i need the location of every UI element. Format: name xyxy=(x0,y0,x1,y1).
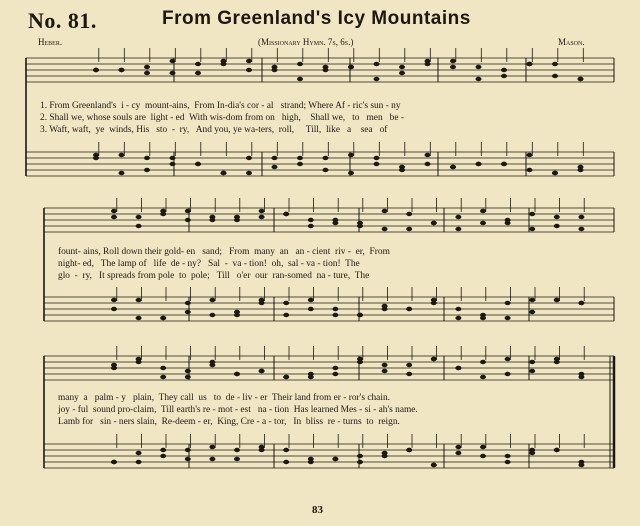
note-head xyxy=(170,59,176,63)
note-head xyxy=(170,71,176,75)
note-head xyxy=(136,460,142,464)
note-head xyxy=(308,307,314,311)
note-head xyxy=(455,227,461,231)
note-head xyxy=(136,215,142,219)
lyric-line-s2-v1: fount- ains, Roll down their gold- en sand; From many an an - cient riv - er, From xyxy=(58,247,390,257)
note-head xyxy=(283,448,289,452)
note-head xyxy=(119,171,125,175)
note-head xyxy=(501,68,507,72)
note-head xyxy=(144,168,150,172)
note-head xyxy=(185,369,191,373)
note-head xyxy=(332,372,338,376)
note-head xyxy=(357,360,363,364)
note-head xyxy=(323,156,329,160)
note-head xyxy=(406,307,412,311)
note-head xyxy=(332,457,338,461)
note-head xyxy=(529,369,535,373)
note-head xyxy=(160,454,166,458)
note-head xyxy=(480,454,486,458)
note-head xyxy=(425,162,431,166)
note-head xyxy=(455,307,461,311)
note-head xyxy=(406,372,412,376)
note-head xyxy=(144,156,150,160)
note-head xyxy=(529,298,535,302)
note-head xyxy=(136,298,142,302)
note-head xyxy=(272,165,278,169)
note-head xyxy=(406,448,412,452)
note-head xyxy=(480,445,486,449)
note-head xyxy=(323,65,329,69)
note-head xyxy=(357,224,363,228)
note-head xyxy=(111,460,117,464)
note-head xyxy=(382,304,388,308)
note-head xyxy=(374,162,380,166)
note-head xyxy=(480,221,486,225)
note-head xyxy=(505,460,511,464)
note-head xyxy=(136,224,142,228)
note-head xyxy=(455,451,461,455)
note-head xyxy=(450,59,456,63)
note-head xyxy=(308,460,314,464)
note-head xyxy=(505,357,511,361)
note-head xyxy=(136,451,142,455)
lyric-line-s1-v1: 1. From Greenland's i - cy mount-ains, From In-dia's cor - al strand; Where Af - ric's sun - ny xyxy=(40,101,401,111)
note-head xyxy=(554,215,560,219)
note-head xyxy=(505,454,511,458)
note-head xyxy=(308,218,314,222)
note-head xyxy=(297,77,303,81)
note-head xyxy=(406,363,412,367)
note-head xyxy=(578,215,584,219)
note-head xyxy=(160,316,166,320)
note-head xyxy=(185,448,191,452)
note-head xyxy=(529,360,535,364)
note-head xyxy=(160,448,166,452)
note-head xyxy=(357,460,363,464)
note-head xyxy=(170,156,176,160)
note-head xyxy=(297,156,303,160)
note-head xyxy=(259,448,265,452)
note-head xyxy=(348,153,354,157)
note-head xyxy=(431,463,437,467)
note-head xyxy=(185,375,191,379)
lyric-line-s3-v3: Lamb for sin - ners slain, Re-deem - er, King, Cre - a - tor, In bliss re - turns to reign. xyxy=(58,417,400,427)
note-head xyxy=(111,298,117,302)
note-head xyxy=(505,372,511,376)
note-head xyxy=(209,445,215,449)
note-head xyxy=(209,457,215,461)
note-head xyxy=(185,218,191,222)
note-head xyxy=(332,221,338,225)
note-head xyxy=(382,363,388,367)
note-head xyxy=(357,454,363,458)
note-head xyxy=(431,298,437,302)
note-head xyxy=(348,65,354,69)
note-head xyxy=(160,212,166,216)
note-head xyxy=(185,310,191,314)
note-head xyxy=(578,301,584,305)
note-head xyxy=(283,313,289,317)
note-head xyxy=(425,153,431,157)
lyric-line-s1-v3: 3. Waft, waft, ye winds, His sto - ry, And you, ye wa-ters, roll, Till, like a sea of xyxy=(40,125,388,135)
note-head xyxy=(259,301,265,305)
note-head xyxy=(450,165,456,169)
note-head xyxy=(185,209,191,213)
note-head xyxy=(111,209,117,213)
note-head xyxy=(246,68,252,72)
note-head xyxy=(136,360,142,364)
note-head xyxy=(234,372,240,376)
note-head xyxy=(399,165,405,169)
note-head xyxy=(480,316,486,320)
note-head xyxy=(374,62,380,66)
note-head xyxy=(399,71,405,75)
note-head xyxy=(578,375,584,379)
note-head xyxy=(195,71,201,75)
note-head xyxy=(578,77,584,81)
note-head xyxy=(501,162,507,166)
note-head xyxy=(308,224,314,228)
note-head xyxy=(93,68,99,72)
note-head xyxy=(505,218,511,222)
note-head xyxy=(234,215,240,219)
note-head xyxy=(406,212,412,216)
note-head xyxy=(119,68,125,72)
note-head xyxy=(259,209,265,213)
note-head xyxy=(425,62,431,66)
note-head xyxy=(554,357,560,361)
author-credit: Heber. xyxy=(38,37,63,47)
note-head xyxy=(111,307,117,311)
note-head xyxy=(111,215,117,219)
note-head xyxy=(332,366,338,370)
note-head xyxy=(234,448,240,452)
note-head xyxy=(234,457,240,461)
note-head xyxy=(185,457,191,461)
note-head xyxy=(323,168,329,172)
note-head xyxy=(450,65,456,69)
note-head xyxy=(554,448,560,452)
note-head xyxy=(297,162,303,166)
note-head xyxy=(552,171,558,175)
note-head xyxy=(374,77,380,81)
note-head xyxy=(431,357,437,361)
note-head xyxy=(505,301,511,305)
note-head xyxy=(476,162,482,166)
note-head xyxy=(348,171,354,175)
note-head xyxy=(246,171,252,175)
lyric-line-s3-v1: many a palm - y plain, They call us to de - liv - er Their land from er - ror's chain. xyxy=(58,393,390,403)
note-head xyxy=(144,65,150,69)
note-head xyxy=(529,212,535,216)
note-head xyxy=(578,165,584,169)
note-head xyxy=(283,460,289,464)
note-head xyxy=(578,227,584,231)
note-head xyxy=(93,156,99,160)
note-head xyxy=(406,227,412,231)
note-head xyxy=(185,301,191,305)
note-head xyxy=(382,454,388,458)
note-head xyxy=(259,369,265,373)
composer-credit: Mason. xyxy=(558,37,585,47)
note-head xyxy=(552,62,558,66)
note-head xyxy=(332,307,338,311)
note-head xyxy=(209,298,215,302)
note-head xyxy=(234,310,240,314)
note-head xyxy=(259,215,265,219)
note-head xyxy=(119,153,125,157)
note-head xyxy=(480,360,486,364)
lyric-line-s2-v3: glo - ry, It spreads from pole to pole; Till o'er our ran-somed na - ture, The xyxy=(58,271,370,281)
note-head xyxy=(308,298,314,302)
note-head xyxy=(501,74,507,78)
note-head xyxy=(480,209,486,213)
note-head xyxy=(283,375,289,379)
note-head xyxy=(455,366,461,370)
note-head xyxy=(246,59,252,63)
note-head xyxy=(552,74,558,78)
note-head xyxy=(455,215,461,219)
hymn-number: No. 81. xyxy=(28,8,97,33)
note-head xyxy=(170,162,176,166)
note-head xyxy=(136,316,142,320)
note-head xyxy=(283,301,289,305)
note-head xyxy=(272,68,278,72)
note-head xyxy=(195,162,201,166)
note-head xyxy=(111,363,117,367)
note-head xyxy=(527,153,533,157)
note-head xyxy=(529,448,535,452)
note-head xyxy=(529,227,535,231)
note-head xyxy=(431,221,437,225)
note-head xyxy=(455,316,461,320)
note-head xyxy=(374,156,380,160)
note-head xyxy=(382,369,388,373)
note-head xyxy=(209,363,215,367)
note-head xyxy=(283,212,289,216)
note-head xyxy=(195,62,201,66)
note-head xyxy=(529,310,535,314)
note-head xyxy=(476,65,482,69)
note-head xyxy=(455,445,461,449)
note-head xyxy=(527,168,533,172)
note-head xyxy=(357,313,363,317)
note-head xyxy=(297,62,303,66)
note-head xyxy=(382,227,388,231)
note-head xyxy=(272,156,278,160)
lyric-line-s1-v2: 2. Shall we, whose souls are light - ed With wis-dom from on high, Shall we, to men be - xyxy=(40,113,404,123)
note-head xyxy=(221,59,227,63)
note-head xyxy=(382,209,388,213)
note-head xyxy=(527,62,533,66)
note-head xyxy=(578,463,584,467)
note-head xyxy=(246,156,252,160)
page-number: 83 xyxy=(312,504,323,516)
note-head xyxy=(209,215,215,219)
note-head xyxy=(480,375,486,379)
note-head xyxy=(476,77,482,81)
note-head xyxy=(554,224,560,228)
note-head xyxy=(554,298,560,302)
note-head xyxy=(332,313,338,317)
note-head xyxy=(505,316,511,320)
note-head xyxy=(221,171,227,175)
hymn-title: From Greenland's Icy Mountains xyxy=(162,8,471,29)
meter-credit: (Missionary Hymn. 7s, 6s.) xyxy=(258,37,354,47)
lyric-line-s3-v2: joy - ful sound pro-claim, Till earth's re - mot - est na - tion Has learned Mes - si - ah's name. xyxy=(58,405,418,415)
note-head xyxy=(144,71,150,75)
note-head xyxy=(160,375,166,379)
note-head xyxy=(399,65,405,69)
note-head xyxy=(308,372,314,376)
note-head xyxy=(160,366,166,370)
lyric-line-s2-v2: night- ed, The lamp of life de - ny? Sal - va - tion! oh, sal - va - tion! The xyxy=(58,259,360,269)
note-head xyxy=(209,313,215,317)
